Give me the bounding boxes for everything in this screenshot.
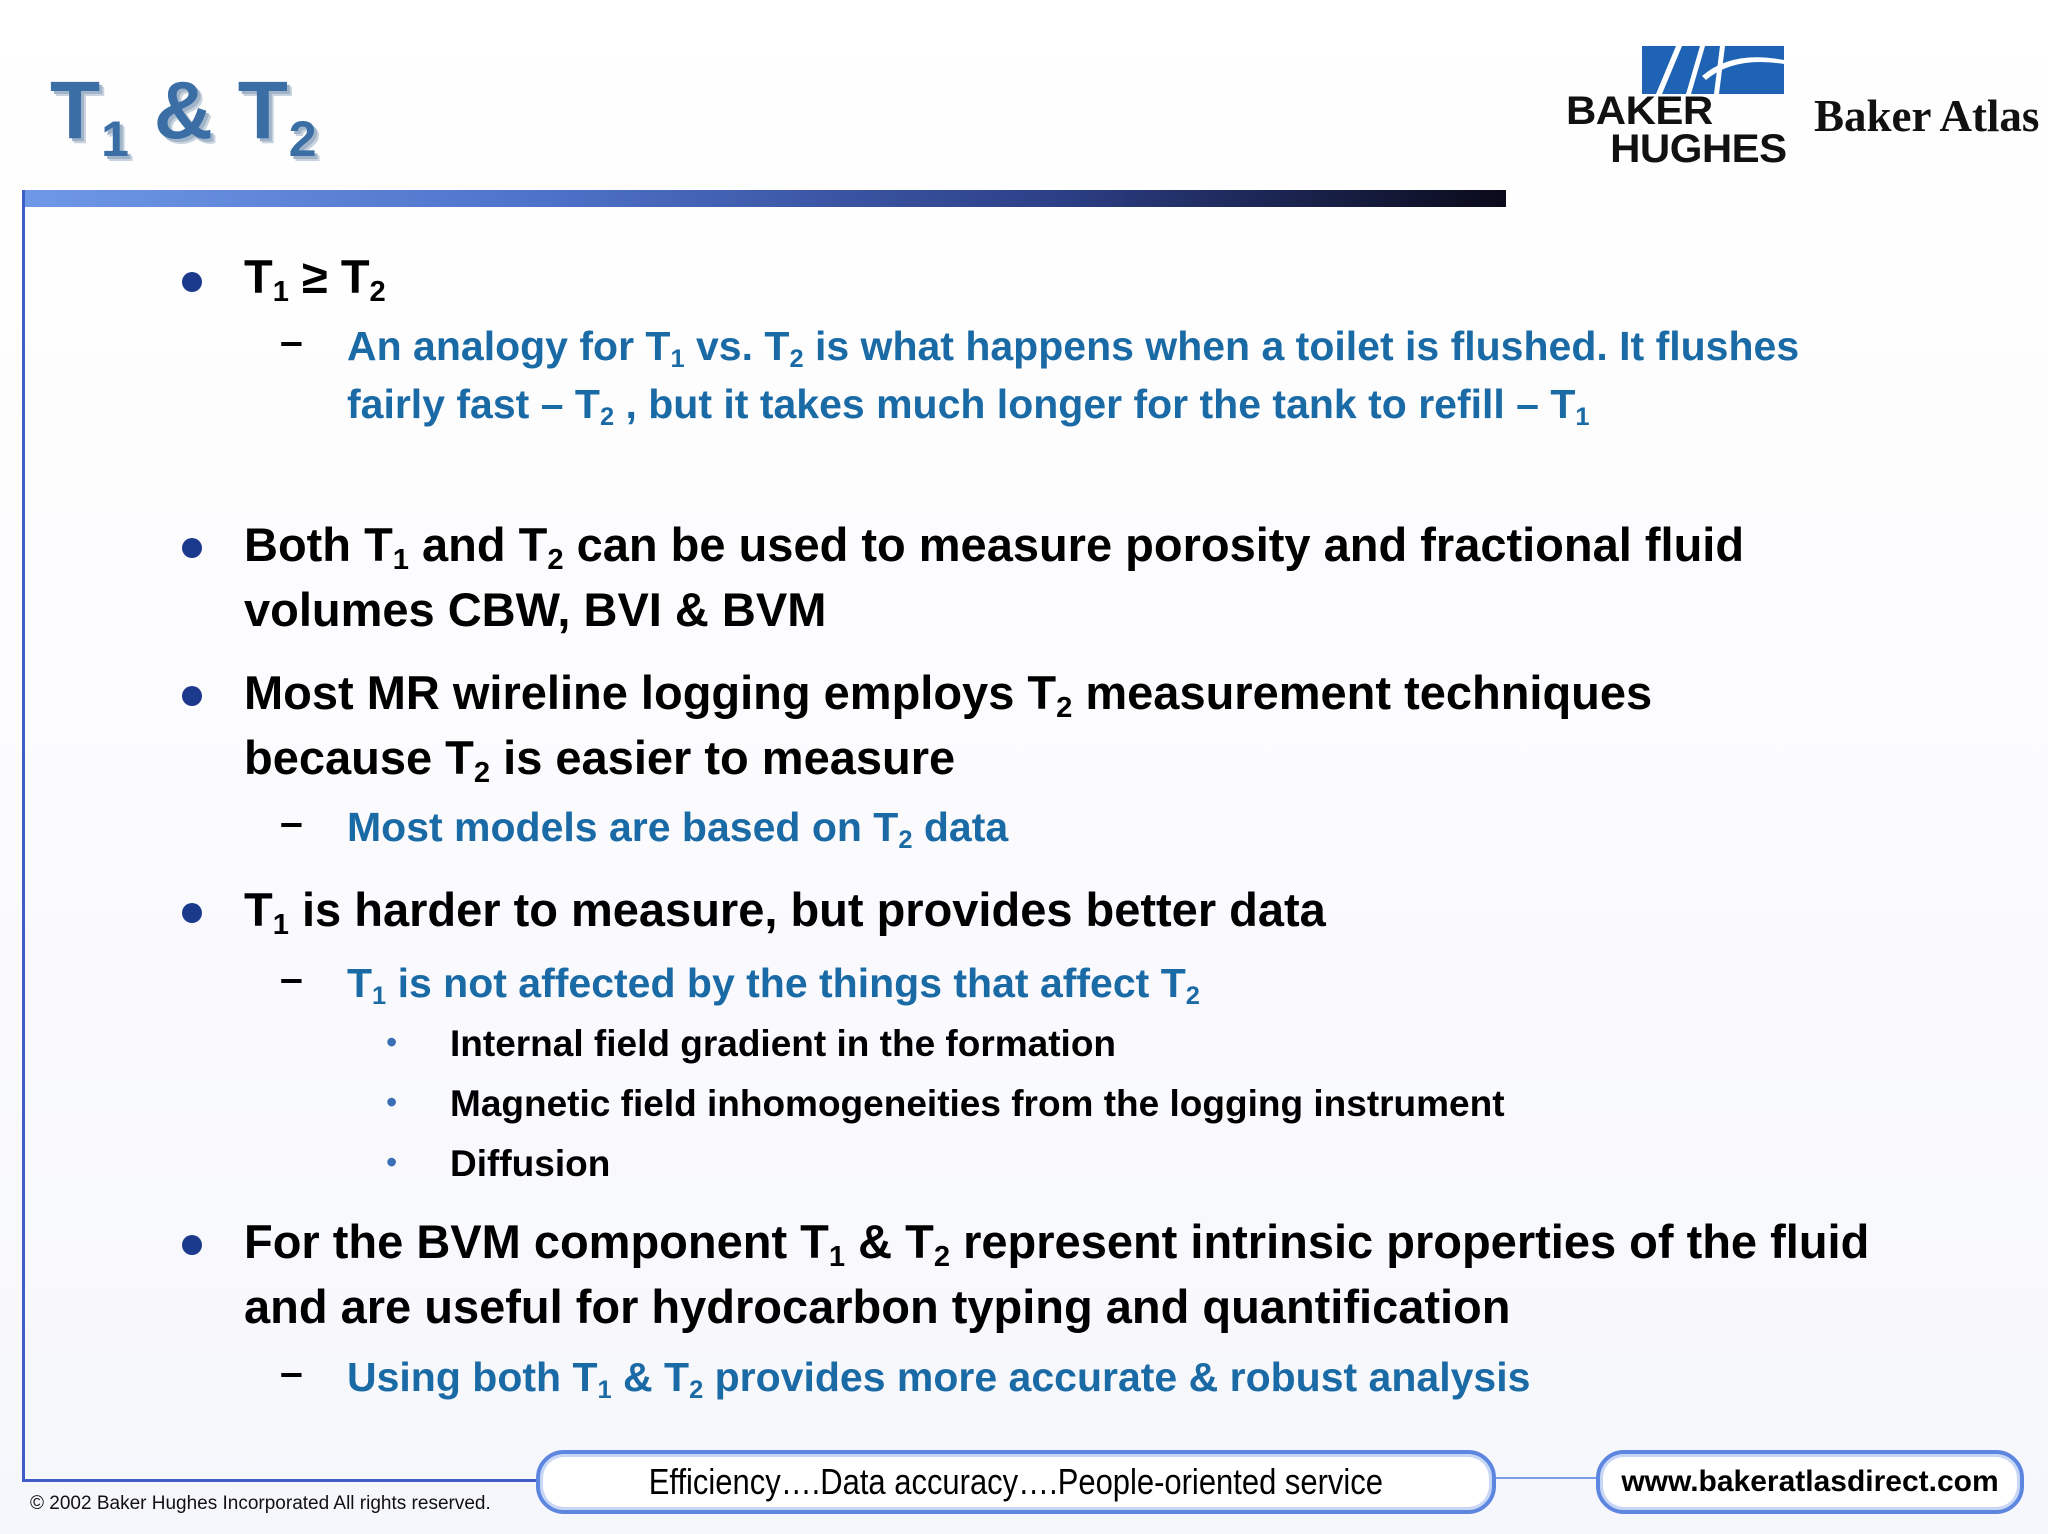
- website-url-link[interactable]: www.bakeratlasdirect.com: [1596, 1450, 2024, 1514]
- third-level-bullet-dot: •: [386, 1144, 398, 1180]
- sub-bullet-toilet-analogy: An analogy for $T_1$ vs. $T_2$ is what happens when a toilet is flushed. It flushes fairly fast – $T_2$ , but it takes much longer for the tank to refill – $T_1$: [347, 323, 1800, 432]
- baker-atlas-logo-text: Baker Atlas: [1814, 91, 2040, 141]
- sub-bullet-models-t2: Most models are based on $T_2$ data: [347, 804, 1009, 855]
- slogan-text: Efficiency….Data accuracy….People-oriented service: [648, 1461, 1384, 1502]
- bullet-t1-ge-t2: $T_1 \ge T_2$: [244, 250, 386, 309]
- bullet-both-t1-t2: Both $T_1$ and $T_2$ can be used to measure porosity and fractional fluid volumes CBW, BVI & BVM: [244, 518, 1745, 636]
- sub-bullet-dash: –: [280, 799, 303, 845]
- copyright-notice: © 2002 Baker Hughes Incorporated All rights reserved.: [30, 1493, 491, 1514]
- bullet-mr-wireline-logging: Most MR wireline logging employs $T_2$ measurement techniques because $T_2$ is easier to measure: [244, 666, 1653, 790]
- third-level-item: Magnetic field inhomogeneities from the logging instrument: [450, 1083, 1505, 1124]
- third-level-bullet-dot: •: [386, 1024, 398, 1060]
- third-level-item: Diffusion: [450, 1143, 611, 1184]
- third-level-item: Internal field gradient in the formation: [450, 1023, 1117, 1064]
- sub-bullet-dash: –: [280, 955, 303, 1001]
- bullet-t1-harder: $T_1$ is harder to measure, but provides better data: [244, 883, 1326, 942]
- bullet-dot: [182, 1235, 202, 1255]
- third-level-bullet-dot: •: [386, 1084, 398, 1120]
- sub-bullet-t1-not-affected: $T_1$ is not affected by the things that affect $T_2$: [347, 960, 1200, 1011]
- bottom-frame-line: [22, 1479, 540, 1482]
- sub-bullet-dash: –: [280, 1349, 303, 1395]
- slide-title: $T_1$ & $T_2$: [50, 65, 318, 167]
- bullet-dot: [182, 686, 202, 706]
- baker-hughes-logo-text: BAKER HUGHES: [1566, 89, 1787, 171]
- bullet-bvm-component: For the BVM component $T_1$ & $T_2$ represent intrinsic properties of the fluid and are useful for hydrocarbon typing and quantification: [244, 1215, 1870, 1333]
- left-frame-line: [22, 190, 25, 1482]
- baker-hughes-logo-mark: [1642, 46, 1784, 94]
- bullet-dot: [182, 538, 202, 558]
- sub-bullet-dash: –: [280, 318, 303, 364]
- bullet-dot: [182, 272, 202, 292]
- bullet-dot: [182, 903, 202, 923]
- header-gradient-bar: [24, 190, 1506, 207]
- slogan-banner: [536, 1450, 1496, 1514]
- sub-bullet-both-t1-t2-analysis: Using both $T_1$ & $T_2$ provides more accurate & robust analysis: [347, 1354, 1531, 1405]
- footer-connector-line: [1490, 1477, 1598, 1479]
